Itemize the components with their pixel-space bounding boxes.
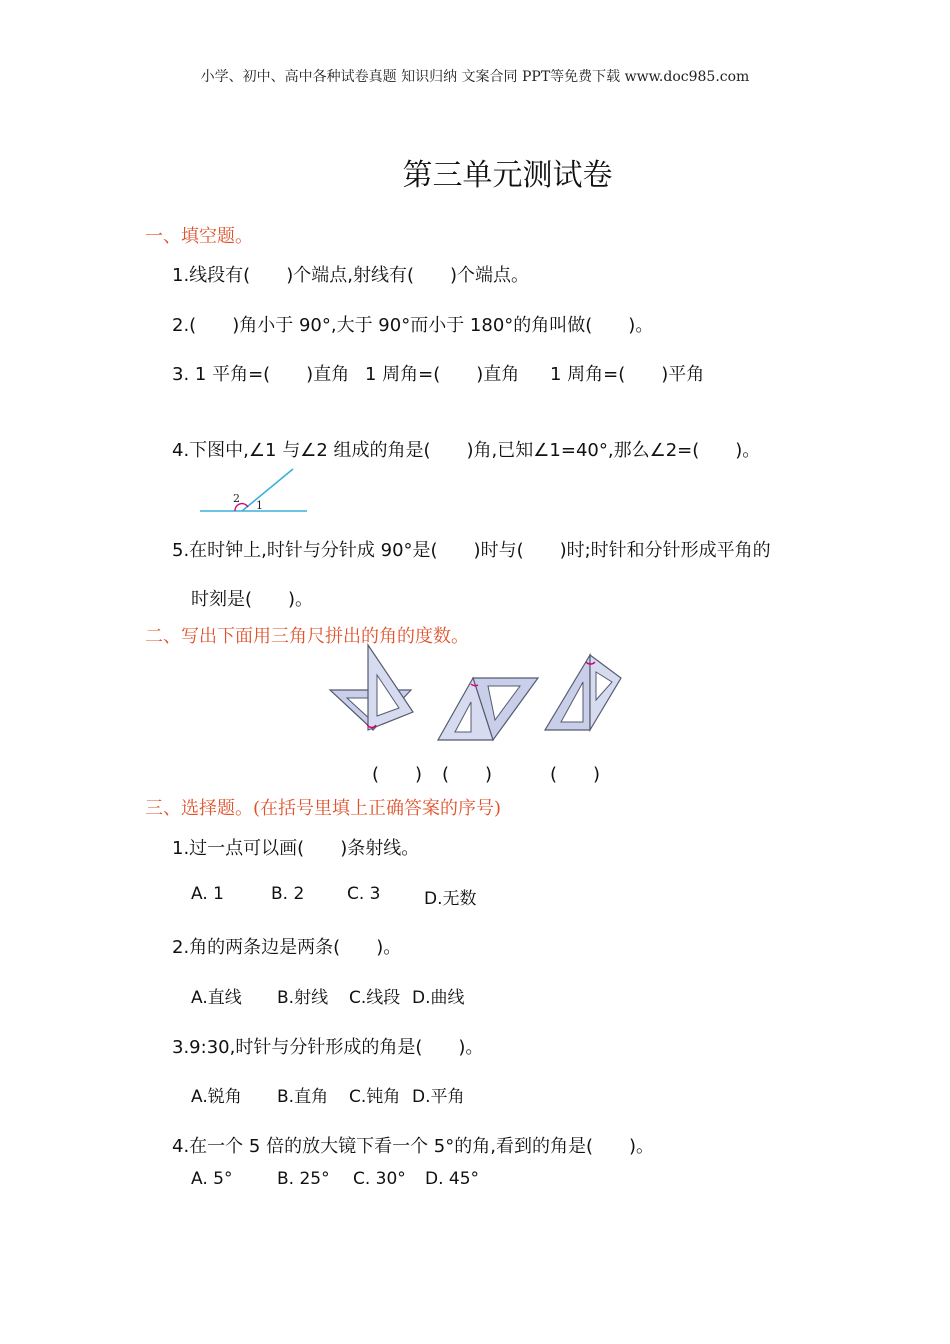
ruler-45-triangle-3: [590, 655, 621, 730]
triangle-rulers-figure: [325, 640, 625, 745]
s3-q4-option-d: D. 45°: [425, 1169, 480, 1189]
s3-q2-option-b: B.射线: [277, 988, 329, 1008]
s3-question-1: 1.过一点可以画( )条射线。: [172, 838, 420, 859]
angle-label-2: 2: [233, 492, 240, 505]
ruler-set-1: [330, 645, 413, 730]
s2-answer-2: ( ): [442, 764, 493, 785]
s3-q1-option-a: A. 1: [191, 884, 224, 904]
section1-heading: 一、填空题。: [145, 226, 253, 247]
ruler-set-2: [438, 678, 538, 740]
s1-question-3c: 1 周角=( )平角: [550, 364, 705, 385]
s3-q3-option-b: B.直角: [277, 1087, 329, 1107]
s1-question-4: 4.下图中,∠1 与∠2 组成的角是( )角,已知∠1=40°,那么∠2=( )。: [172, 440, 761, 461]
ruler-30-triangle: [368, 645, 413, 730]
s1-question-1: 1.线段有( )个端点,射线有( )个端点。: [172, 265, 529, 286]
s3-q2-option-d: D.曲线: [412, 988, 465, 1008]
s3-q4-option-b: B. 25°: [277, 1169, 330, 1189]
angle-figure: [195, 462, 310, 518]
s3-q4-option-c: C. 30°: [353, 1169, 406, 1189]
s3-q2-option-a: A.直线: [191, 988, 242, 1008]
angle-label-1: 1: [256, 499, 263, 512]
page-title: 第三单元测试卷: [402, 158, 613, 193]
angle-ray: [242, 469, 293, 511]
section2-heading: 二、写出下面用三角尺拼出的角的度数。: [145, 626, 469, 647]
s3-question-3: 3.9:30,时针与分针形成的角是( )。: [172, 1037, 484, 1058]
s1-question-3b: 1 周角=( )直角: [365, 364, 520, 385]
s1-question-2: 2.( )角小于 90°,大于 90°而小于 180°的角叫做( )。: [172, 315, 654, 336]
s3-question-4: 4.在一个 5 倍的放大镜下看一个 5°的角,看到的角是( )。: [172, 1136, 655, 1157]
s3-q1-option-d: D.无数: [424, 889, 477, 909]
s1-question-3a: 3. 1 平角=( )直角: [172, 364, 350, 385]
s3-q2-option-c: C.线段: [349, 988, 401, 1008]
s3-q3-option-a: A.锐角: [191, 1087, 242, 1107]
site-header: 小学、初中、高中各种试卷真题 知识归纳 文案合同 PPT等免费下载 www.doc985.com: [200, 69, 750, 85]
section3-heading: 三、选择题。(在括号里填上正确答案的序号): [145, 798, 502, 819]
s1-question-5-line2: 时刻是( )。: [191, 589, 314, 610]
s3-question-2: 2.角的两条边是两条( )。: [172, 937, 402, 958]
s3-q3-option-c: C.钝角: [349, 1087, 401, 1107]
s2-answer-1: ( ): [372, 764, 423, 785]
s3-q1-option-b: B. 2: [271, 884, 305, 904]
s2-answer-3: ( ): [550, 764, 601, 785]
s3-q3-option-d: D.平角: [412, 1087, 465, 1107]
s3-q4-option-a: A. 5°: [191, 1169, 233, 1189]
ruler-set-3: [545, 655, 621, 730]
s1-question-5-line1: 5.在时钟上,时针与分针成 90°是( )时与( )时;时针和分针形成平角的: [172, 540, 771, 561]
s3-q1-option-c: C. 3: [347, 884, 381, 904]
